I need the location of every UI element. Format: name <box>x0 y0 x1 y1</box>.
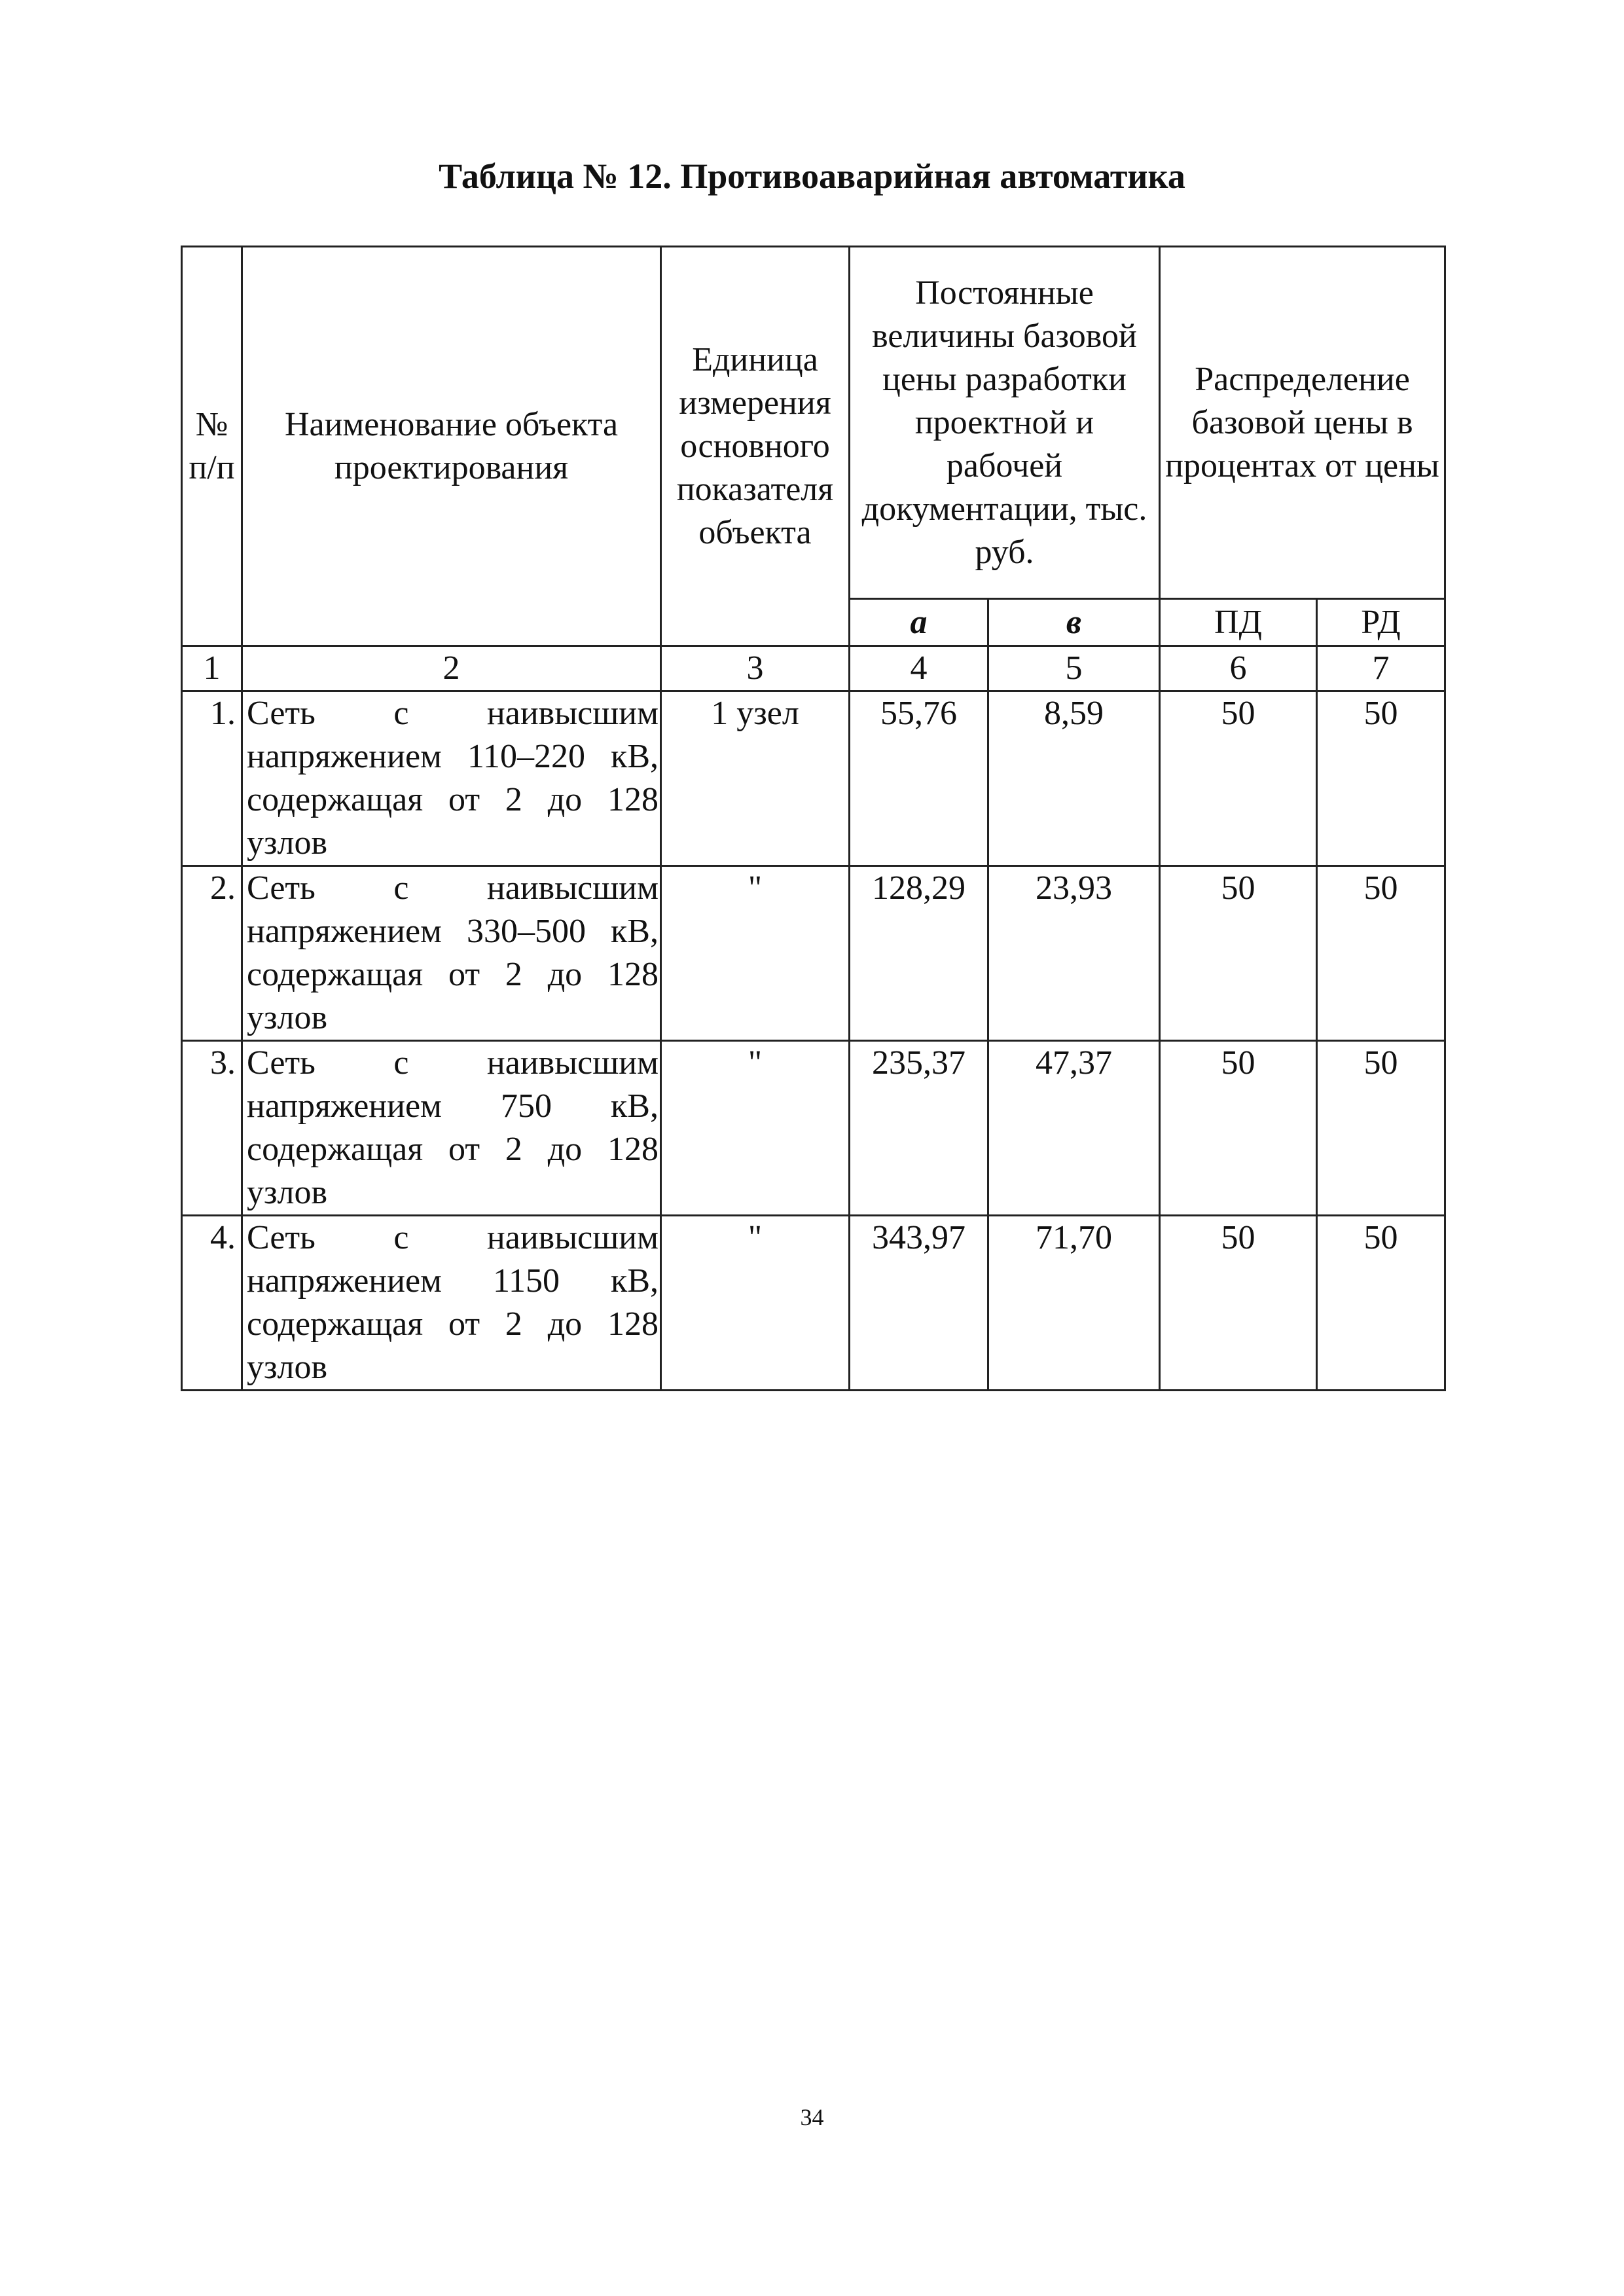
value-b: 47,37 <box>988 1041 1160 1216</box>
header-unit: Единица измерения основного показателя объекта <box>661 247 850 646</box>
header-name: Наименование объекта проектирования <box>242 247 661 646</box>
column-number: 3 <box>661 646 850 691</box>
object-name: Сеть с наивысшим напряжением 750 кВ, содержащая от 2 до 128 узлов <box>242 1041 661 1216</box>
column-number: 2 <box>242 646 661 691</box>
subheader-a: а <box>850 599 988 646</box>
value-rd: 50 <box>1317 1041 1445 1216</box>
unit-cell: " <box>661 1216 850 1391</box>
value-pd: 50 <box>1160 691 1317 866</box>
subheader-rd: РД <box>1317 599 1445 646</box>
value-pd: 50 <box>1160 1216 1317 1391</box>
table-row <box>182 691 1445 866</box>
row-number: 1. <box>182 691 242 866</box>
column-number: 6 <box>1160 646 1317 691</box>
subheader-pd: ПД <box>1160 599 1317 646</box>
header-row <box>182 247 1445 599</box>
row-number: 3. <box>182 1041 242 1216</box>
value-rd: 50 <box>1317 691 1445 866</box>
value-a: 235,37 <box>850 1041 988 1216</box>
column-number: 7 <box>1317 646 1445 691</box>
header-distribution: Распределение базовой цены в процентах от цены <box>1160 247 1445 599</box>
object-name: Сеть с наивысшим напряжением 1150 кВ, содержащая от 2 до 128 узлов <box>242 1216 661 1391</box>
row-number: 2. <box>182 866 242 1041</box>
value-rd: 50 <box>1317 866 1445 1041</box>
value-pd: 50 <box>1160 1041 1317 1216</box>
column-number: 1 <box>182 646 242 691</box>
column-number: 5 <box>988 646 1160 691</box>
value-pd: 50 <box>1160 866 1317 1041</box>
emergency-automation-table <box>181 246 1446 1391</box>
page-number: 34 <box>800 2104 824 2130</box>
value-b: 8,59 <box>988 691 1160 866</box>
value-b: 23,93 <box>988 866 1160 1041</box>
table-row <box>182 1041 1445 1216</box>
value-rd: 50 <box>1317 1216 1445 1391</box>
unit-cell: 1 узел <box>661 691 850 866</box>
unit-cell: " <box>661 866 850 1041</box>
table-row <box>182 1216 1445 1391</box>
header-constants: Постоянные величины базовой цены разработки проектной и рабочей документации, тыс. руб. <box>850 247 1160 599</box>
object-name: Сеть с наивысшим напряжением 330–500 кВ, содержащая от 2 до 128 узлов <box>242 866 661 1041</box>
value-b: 71,70 <box>988 1216 1160 1391</box>
unit-cell: " <box>661 1041 850 1216</box>
column-number-row <box>182 646 1445 691</box>
table-title: Таблица № 12. Противоаварийная автоматика <box>439 156 1185 196</box>
header-num: № п/п <box>182 247 242 646</box>
value-a: 343,97 <box>850 1216 988 1391</box>
subheader-b: в <box>988 599 1160 646</box>
row-number: 4. <box>182 1216 242 1391</box>
table-row <box>182 866 1445 1041</box>
object-name: Сеть с наивысшим напряжением 110–220 кВ, содержащая от 2 до 128 узлов <box>242 691 661 866</box>
value-a: 55,76 <box>850 691 988 866</box>
column-number: 4 <box>850 646 988 691</box>
value-a: 128,29 <box>850 866 988 1041</box>
